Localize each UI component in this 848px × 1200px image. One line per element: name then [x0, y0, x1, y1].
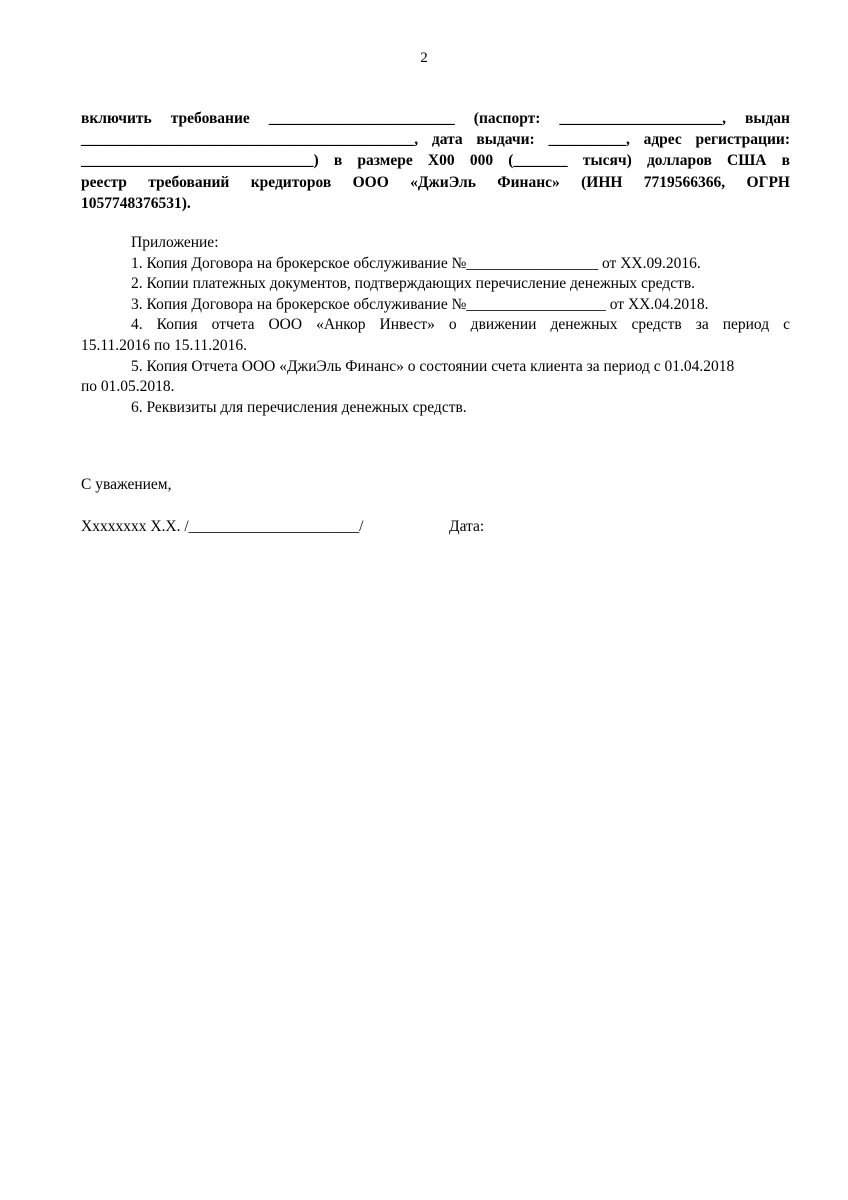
page-number: 2 [420, 50, 428, 66]
request-line: ___________________________________________, дата выдачи: __________, адрес регистрации: [81, 131, 790, 149]
request-line: 1057748376531). [81, 194, 191, 212]
date-label: Дата: [449, 518, 485, 536]
appendix-item: 1. Копия Договора на брокерское обслуживание №_________________ от ХХ.09.2016. [131, 254, 701, 272]
appendix-item: 5. Копия Отчета ООО «ДжиЭль Финанс» о состоянии счета клиента за период с 01.04.2018 [131, 357, 735, 375]
request-line: реестр требований кредиторов ООО «ДжиЭль Финанс» (ИНН 7719566366, ОГРН [81, 173, 790, 191]
document-body [81, 108, 790, 537]
signature-name-line: Хххххххх Х.Х. /______________________/ [81, 518, 364, 536]
signature-block [81, 516, 790, 537]
appendix-item: 2. Копии платежных документов, подтверждающих перечисление денежных средств. [131, 275, 696, 293]
request-line: включить требование ________________________ (паспорт: _____________________, выдан [81, 110, 790, 127]
appendix-item: 3. Копия Договора на брокерское обслуживание №__________________ от ХХ.04.2018. [131, 295, 709, 313]
appendix-heading: Приложение: [131, 234, 219, 252]
appendix-item: 4. Копия отчета ООО «Анкор Инвест» о движении денежных средств за период с [131, 316, 790, 334]
appendix-item: 6. Реквизиты для перечисления денежных средств. [131, 398, 467, 416]
closing-salutation: С уважением, [81, 476, 172, 494]
appendix-list [81, 233, 790, 418]
appendix-item-continuation: 15.11.2016 по 15.11.2016. [81, 336, 248, 354]
request-paragraph [81, 108, 790, 214]
appendix-item-continuation: по 01.05.2018. [81, 378, 175, 396]
request-line: ______________________________) в размере Х00 000 (_______ тысяч) долларов США в [81, 152, 790, 170]
